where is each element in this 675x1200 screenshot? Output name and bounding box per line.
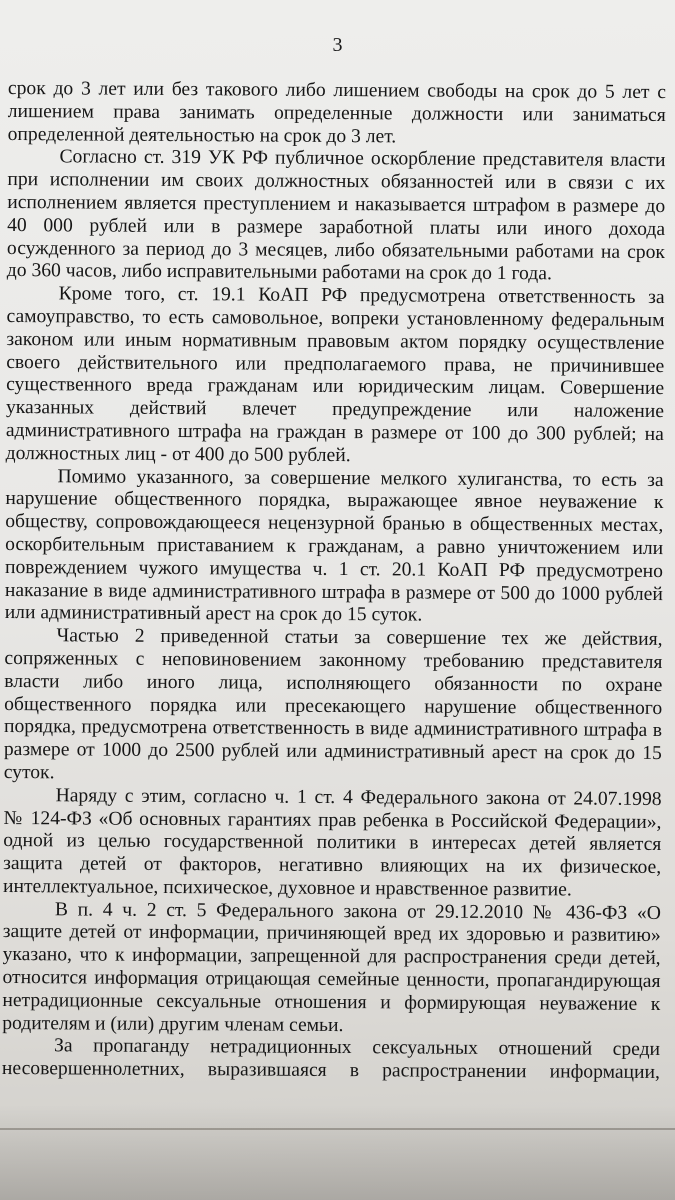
text-line: повреждением чужого имущества ч. 1 ст. 20.1 КоАП РФ предусмотрено	[4, 556, 664, 582]
text-line: нетрадиционные сексуальные отношения и формирующая неуважение к	[2, 989, 661, 1015]
text-line: определенной деятельностью на срок до 3 лет.	[7, 123, 397, 147]
text-line: интеллектуальное, психическое, духовное и нравственное развитие.	[2, 875, 572, 901]
text-line: защите детей от информации, причиняющей вред их здоровью и развитию»	[2, 921, 661, 947]
text-line: суток.	[3, 761, 55, 784]
text-line: Помимо указанного, за совершение мелкого хулиганства, то есть за	[57, 465, 664, 491]
page-edge-line	[0, 1128, 675, 1130]
text-line: власти либо иного лица, исполняющего обязанности по охране	[4, 670, 663, 696]
text-line: Наряду с этим, согласно ч. 1 ст. 4 Федерального закона от 24.07.1998	[55, 785, 662, 810]
text-line: общественного порядка или пресекающего нарушение общественного	[4, 693, 663, 719]
text-line: или административный арест на срок до 15 суток.	[4, 602, 423, 626]
text-line: родителям и (или) другим членам семьи.	[2, 1012, 344, 1036]
text-line: Согласно ст. 319 УК РФ публичное оскорбление представителя власти	[59, 146, 666, 172]
paragraph	[7, 146, 666, 287]
text-line: За пропаганду нетрадиционных сексуальных отношений среди	[54, 1035, 661, 1061]
paragraph	[8, 78, 666, 150]
paragraph	[3, 785, 662, 903]
text-line: до 360 часов, либо исправительными работами на срок до 1 года.	[6, 260, 552, 285]
text-line: сопряженных с неповиновением законному требованию представителя	[4, 647, 663, 673]
text-line: лишением права занимать определенные должности или заниматься	[7, 100, 666, 126]
text-line: размере от 1000 до 2500 рублей или административный арест на срок до 15	[3, 739, 662, 765]
text-line: самоуправство, то есть самовольное, вопреки установленному федеральным	[6, 305, 665, 331]
text-line: порядка, предусмотрена ответственность в виде административного штрафа в	[3, 716, 663, 742]
text-line: относится информация отрицающая семейные ценности, пропагандирующая	[2, 967, 661, 993]
text-line: защита детей от факторов, негативно влияющих на их физическое,	[3, 853, 662, 879]
text-line: существенного вреда гражданам или юридическим лицам. Совершение	[6, 374, 665, 400]
text-line: указано, что к информации, запрещенной для распространения среди детей,	[2, 944, 661, 970]
text-line: наказание в виде административного штрафа в размере от 500 до 1000 рублей	[4, 579, 663, 605]
text-line: одной из целью государственной политики в интересах детей является	[3, 830, 662, 856]
text-line: 40 000 рублей или в размере заработной платы или иного дохода	[7, 214, 666, 240]
paragraph	[6, 283, 665, 469]
text-line: исполнением является преступлением и наказывается штрафом в размере до	[7, 191, 666, 218]
text-line: нарушение общественного порядка, выражающее явное неуважение к	[5, 488, 664, 514]
text-line: должностных лиц - от 400 до 500 рублей.	[5, 442, 351, 466]
text-line: несовершеннолетних, выразившаяся в распространении информации,	[1, 1058, 660, 1084]
text-line: при исполнении им своих должностных обязанностей или в связи с их	[7, 169, 666, 195]
text-line: срок до 3 лет или без такового либо лишением свободы на срок до 5 лет с	[7, 78, 666, 104]
text-line: В п. 4 ч. 2 ст. 5 Федерального закона от 29.12.2010 № 436-ФЗ «О	[54, 898, 661, 924]
text-line: обществу, сопровождающееся нецензурной бранью в общественных местах,	[5, 511, 664, 537]
text-line: своего действительного или предполагаемого права, не причинившее	[6, 351, 665, 377]
text-line: оскорбительным приставанием к гражданам, а равно уничтожением или	[5, 533, 664, 559]
text-line: законом или иным нормативным правовым актом порядку осуществление	[6, 328, 665, 354]
paragraph	[2, 899, 661, 1040]
text-line: Частью 2 приведенной статьи за совершение тех же действия,	[56, 625, 663, 651]
text-line: административного штрафа на граждан в размере от 100 до 300 рублей; на	[5, 419, 664, 445]
document-body	[2, 78, 666, 1085]
page-number: 3	[332, 34, 343, 56]
paragraph	[2, 1035, 660, 1085]
paragraph	[5, 466, 664, 630]
paragraph	[4, 625, 663, 789]
text-line: указанных действий влечет предупреждение или наложение	[5, 397, 665, 423]
text-line: № 124-ФЗ «Об основных гарантиях прав ребенка в Российской Федерации»,	[3, 807, 662, 833]
text-line: осужденного за период до 3 месяцев, либо обязательными работами на срок	[6, 237, 666, 263]
page-shadow	[0, 1105, 675, 1200]
text-line: Кроме того, ст. 19.1 КоАП РФ предусмотрена ответственность за	[58, 283, 665, 309]
